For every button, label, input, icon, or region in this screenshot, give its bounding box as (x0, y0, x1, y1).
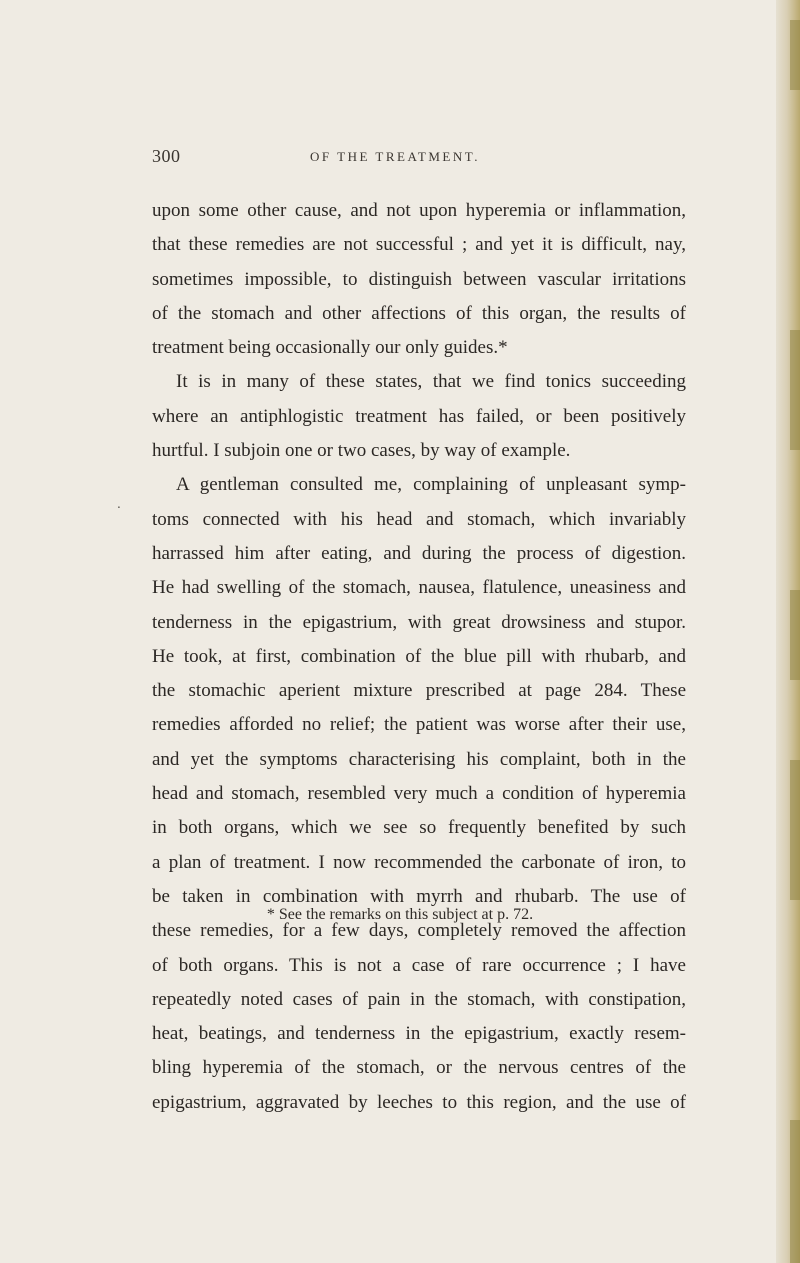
text-line: hurtful. I subjoin one or two cases, by way of example. (152, 440, 571, 462)
body-text (152, 194, 686, 1120)
text-line: He took, at first, combination of the blue pill with rhubarb, and (152, 645, 686, 667)
text-line: He had swelling of the stomach, nausea, flatulence, uneasiness and (152, 577, 686, 599)
text-line: epigastrium, aggravated by leeches to this region, and the use of (152, 1091, 686, 1113)
text-line: of the stomach and other affections of this organ, the results of (152, 302, 686, 324)
text-line: sometimes impossible, to distinguish between vascular irritations (152, 268, 686, 290)
text-line: tenderness in the epigastrium, with great drowsiness and stupor. (152, 611, 686, 633)
text-line: remedies afforded no relief; the patient was worse after their use, (152, 714, 686, 736)
text-line: repeatedly noted cases of pain in the stomach, with constipation, (152, 988, 686, 1010)
text-line: these remedies, for a few days, completely removed the affection (152, 920, 686, 942)
text-line: upon some other cause, and not upon hyperemia or inflammation, (152, 200, 686, 221)
page-edge-shadow (790, 20, 800, 90)
text-line: heat, beatings, and tenderness in the epigastrium, exactly resem- (152, 1023, 686, 1045)
text-line: of both organs. This is not a case of rare occurrence ; I have (152, 954, 686, 976)
margin-dot: . (117, 497, 121, 511)
text-line: be taken in combination with myrrh and rhubarb. The use of (152, 885, 686, 907)
text-line: A gentleman consulted me, complaining of unpleasant symp- (176, 474, 686, 496)
text-line: bling hyperemia of the stomach, or the nervous centres of the (152, 1057, 686, 1079)
text-line: in both organs, which we see so frequently benefited by such (152, 817, 686, 839)
text-line: that these remedies are not successful ; and yet it is difficult, nay, (152, 234, 686, 256)
text-line: toms connected with his head and stomach, which invariably (152, 508, 686, 530)
text-line: It is in many of these states, that we find tonics succeeding (176, 371, 686, 393)
page-edge-shadow (790, 590, 800, 680)
text-line: the stomachic aperient mixture prescribed at page 284. These (152, 680, 686, 702)
text-line: harrassed him after eating, and during the process of digestion. (152, 542, 686, 564)
footnote: * See the remarks on this subject at p. 72. (266, 906, 534, 923)
page-edge-shadow (790, 760, 800, 900)
page-header (152, 146, 692, 170)
text-line: a plan of treatment. I now recommended the carbonate of iron, to (152, 851, 686, 873)
running-head: OF THE TREATMENT. (310, 149, 480, 164)
text-line: where an antiphlogistic treatment has failed, or been positively (152, 405, 686, 427)
text-line: treatment being occasionally our only guides.* (152, 337, 508, 359)
page-edge-shadow (790, 330, 800, 450)
page-edge-shadow (790, 1120, 800, 1263)
text-line: head and stomach, resembled very much a condition of hyperemia (152, 783, 686, 805)
text-line: and yet the symptoms characterising his complaint, both in the (152, 748, 686, 770)
page-number: 300 (152, 146, 181, 166)
